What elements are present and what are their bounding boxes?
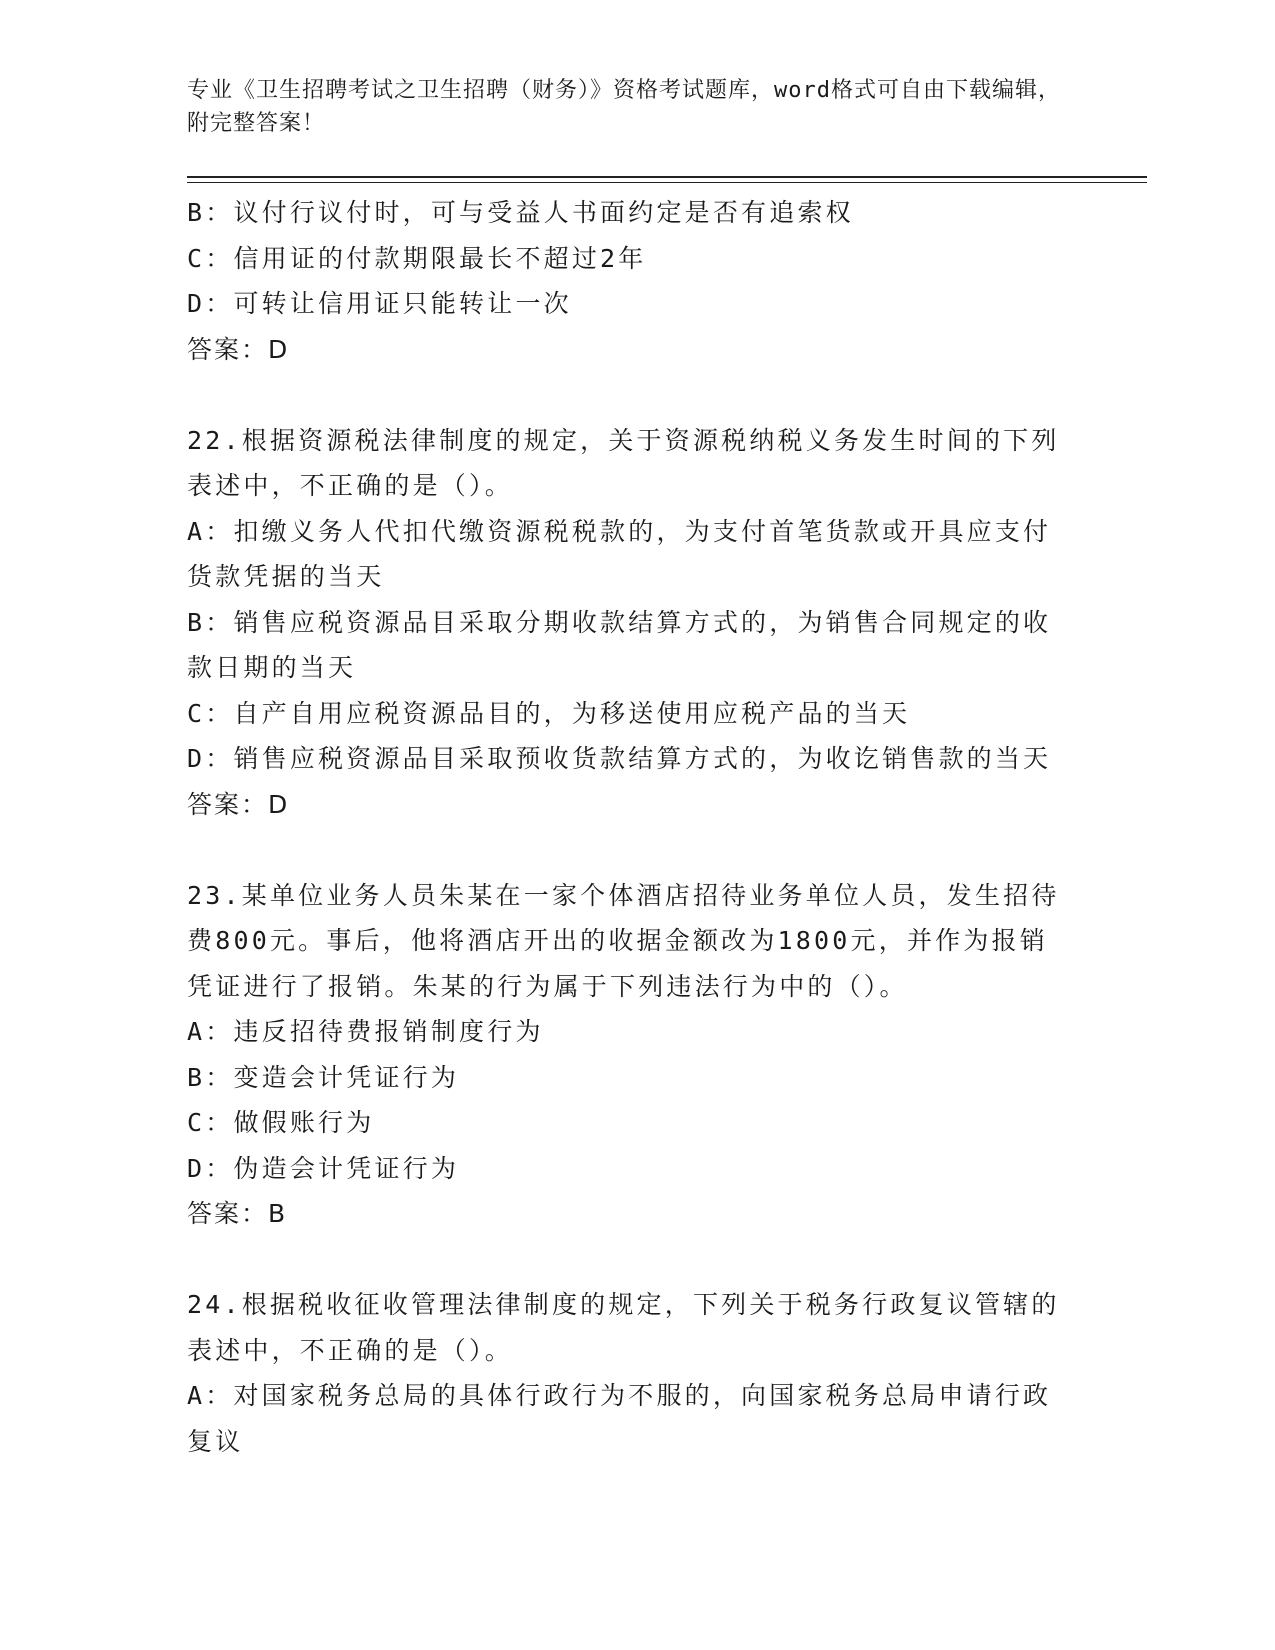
question-stem-line: 23.某单位业务人员朱某在一家个体酒店招待业务单位人员，发生招待: [187, 880, 1060, 910]
question-stem-line: 24.根据税收征收管理法律制度的规定，下列关于税务行政复议管辖的: [187, 1290, 1060, 1319]
answer-line: 答案：D: [187, 334, 290, 364]
answer-line: 答案：D: [187, 789, 290, 819]
option-line: D：伪造会计凭证行为: [187, 1153, 460, 1183]
option-line: C：做假账行为: [187, 1108, 375, 1137]
question-22: [187, 418, 1067, 828]
spacer: [187, 1237, 1067, 1283]
spacer: [187, 827, 1067, 873]
option-line: A：违反招待费报销制度行为: [187, 1017, 544, 1046]
question-stem-line: 表述中，不正确的是（）。: [187, 471, 513, 500]
option-line: C：自产自用应税资源品目的，为移送使用应税产品的当天: [187, 698, 911, 728]
option-line: B：议付行议付时，可与受益人书面约定是否有追索权: [187, 198, 854, 227]
header-rule-thin: [187, 182, 1147, 183]
question-stem-line: 表述中，不正确的是（）。: [187, 1335, 513, 1365]
option-line: B：销售应税资源品目采取分期收款结算方式的，为销售合同规定的收: [187, 607, 1052, 637]
option-line: A：扣缴义务人代扣代缴资源税税款的，为支付首笔货款或开具应支付: [187, 516, 1052, 546]
header-rule-thick: [187, 176, 1147, 178]
option-line: 款日期的当天: [187, 653, 357, 682]
option-line: 复议: [187, 1426, 244, 1456]
option-line: D：可转让信用证只能转让一次: [187, 289, 572, 318]
question-23: [187, 873, 1067, 1237]
option-line: A：对国家税务总局的具体行政行为不服的，向国家税务总局申请行政: [187, 1381, 1052, 1410]
page-header: 专业《卫生招聘考试之卫生招聘（财务）》资格考试题库，word格式可自由下载编辑，附完整答案！: [187, 78, 1061, 136]
answer-line: 答案：B: [187, 1199, 288, 1228]
question-24: [187, 1282, 1067, 1464]
question-stem-line: 22.根据资源税法律制度的规定，关于资源税纳税义务发生时间的下列: [187, 425, 1060, 455]
option-line: C：信用证的付款期限最长不超过2年: [187, 243, 647, 273]
option-line: B：变造会计凭证行为: [187, 1062, 460, 1092]
option-line: D：销售应税资源品目采取预收货款结算方式的，为收讫销售款的当天: [187, 744, 1052, 773]
option-line: 货款凭据的当天: [187, 562, 385, 591]
question-stem-line: 凭证进行了报销。朱某的行为属于下列违法行为中的（）。: [187, 971, 908, 1001]
spacer: [187, 372, 1067, 418]
question-21-tail: [187, 190, 1067, 372]
question-stem-line: 费800元。事后，他将酒店开出的收据金额改为1800元，并作为报销: [187, 926, 1048, 955]
document-body: [187, 190, 1067, 1464]
